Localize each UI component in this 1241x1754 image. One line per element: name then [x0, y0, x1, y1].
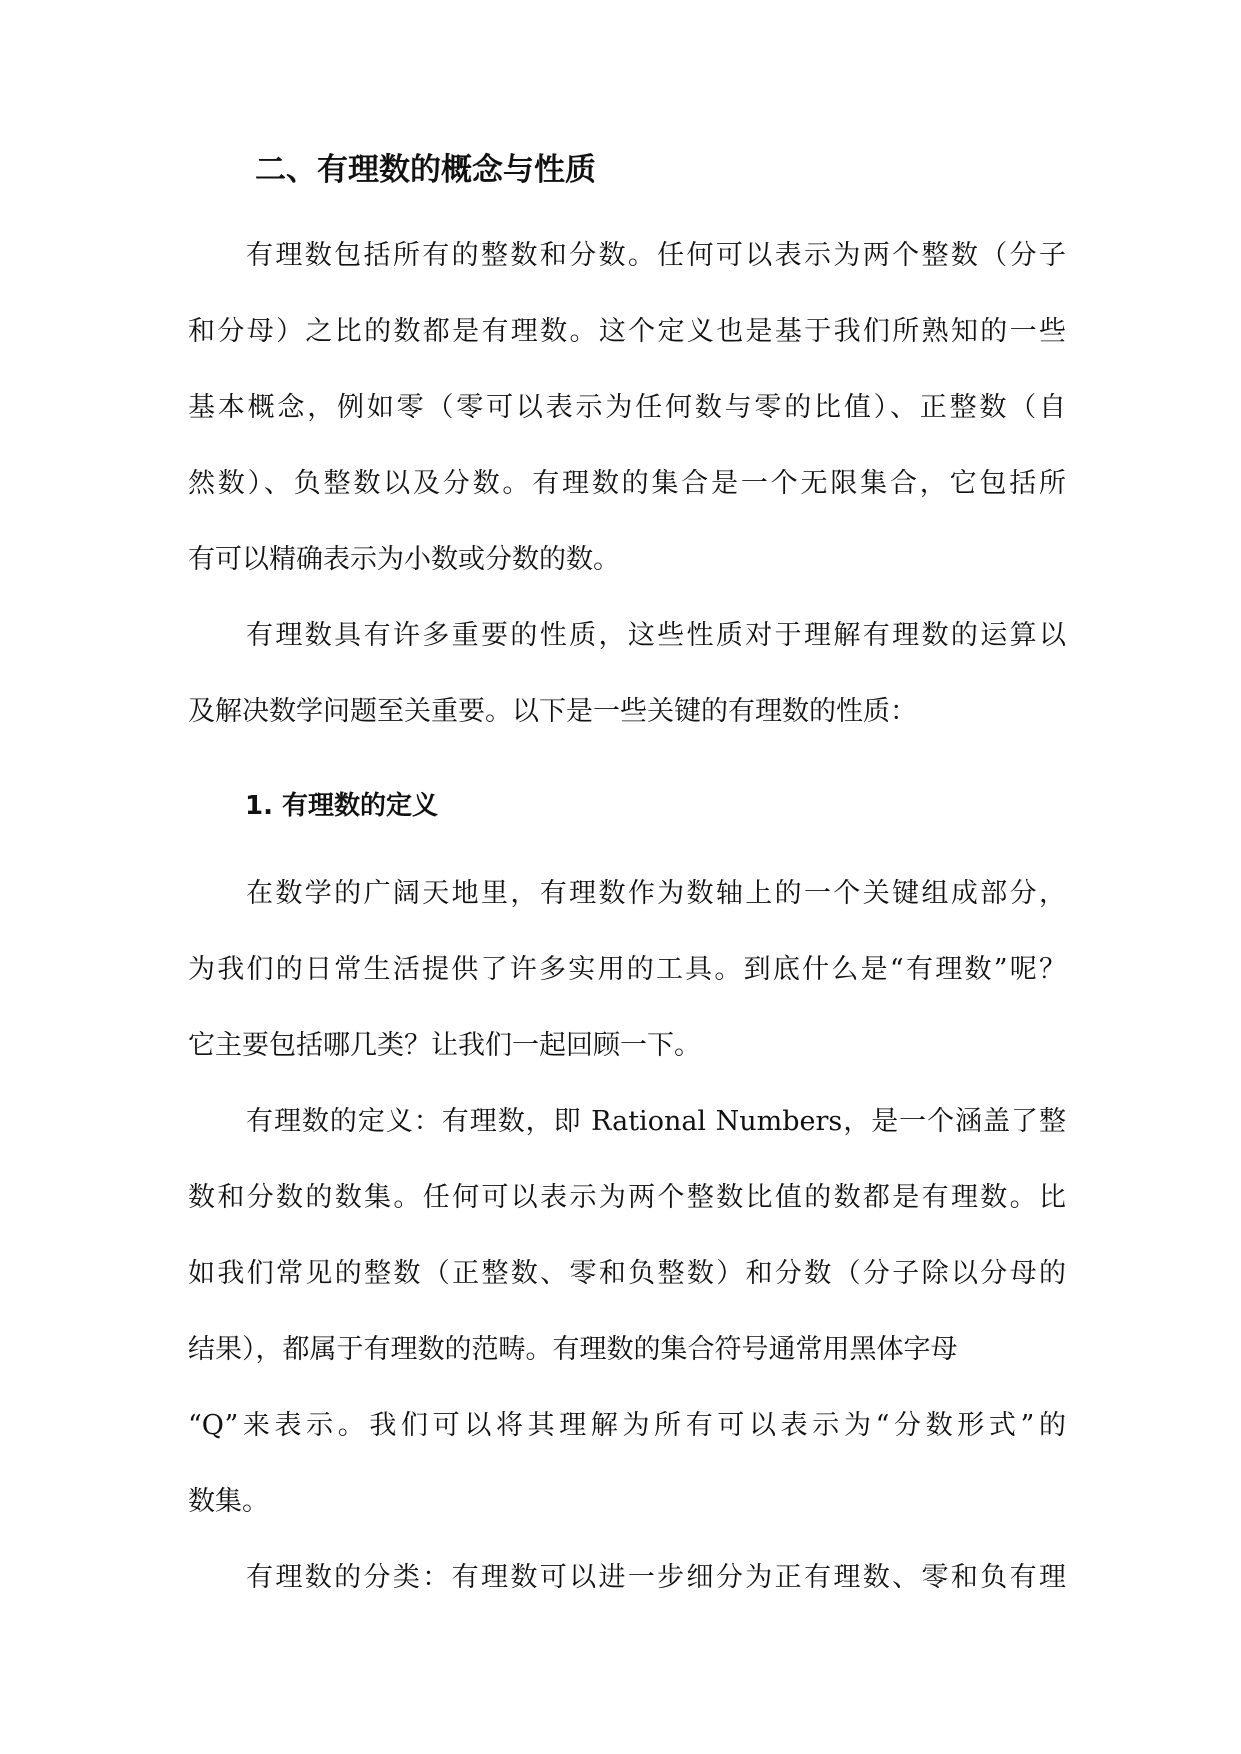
paragraph-line: 和分母）之比的数都是有理数。这个定义也是基于我们所熟知的一些 [188, 316, 1066, 347]
paragraph-line: 有理数的定义：有理数，即 Rational Numbers，是一个涵盖了整 [246, 1106, 1066, 1137]
paragraph-line: 如我们常见的整数（正整数、零和负整数）和分数（分子除以分母的 [188, 1258, 1066, 1289]
definition-paragraph [188, 1084, 1066, 1540]
paragraph-line: 然数）、负整数以及分数。有理数的集合是一个无限集合，它包括所 [188, 468, 1066, 499]
paragraph-line: 有理数的分类：有理数可以进一步细分为正有理数、零和负有理 [246, 1562, 1066, 1593]
paragraph-line: 基本概念，例如零（零可以表示为任何数与零的比值）、正整数（自 [188, 392, 1066, 423]
paragraph-line: 有理数包括所有的整数和分数。任何可以表示为两个整数（分子 [246, 240, 1066, 271]
paragraph-line: 及解决数学问题至关重要。以下是一些关键的有理数的性质： [188, 696, 917, 727]
intro-paragraph [188, 218, 1066, 598]
context-paragraph [188, 856, 1066, 1084]
subsection-title: 1. 有理数的定义 [245, 791, 439, 821]
paragraph-line: 有理数具有许多重要的性质，这些性质对于理解有理数的运算以 [246, 620, 1066, 651]
paragraph-line: 有可以精确表示为小数或分数的数。 [188, 544, 620, 575]
paragraph-line: 在数学的广阔天地里，有理数作为数轴上的一个关键组成部分， [246, 878, 1066, 909]
paragraph-line: 数集。 [188, 1486, 269, 1517]
paragraph-line: 结果），都属于有理数的范畴。有理数的集合符号通常用黑体字母 [188, 1334, 958, 1365]
section-title: 二、有理数的概念与性质 [255, 152, 596, 188]
classification-paragraph [188, 1540, 1066, 1616]
paragraph-line: 数和分数的数集。任何可以表示为两个整数比值的数都是有理数。比 [188, 1182, 1066, 1213]
paragraph-line: “Q”来表示。我们可以将其理解为所有可以表示为“分数形式”的 [188, 1410, 1066, 1441]
paragraph-line: 为我们的日常生活提供了许多实用的工具。到底什么是“有理数”呢？ [188, 954, 1066, 985]
paragraph-line: 它主要包括哪几类？让我们一起回顾一下。 [188, 1030, 701, 1061]
properties-paragraph [188, 598, 1066, 750]
